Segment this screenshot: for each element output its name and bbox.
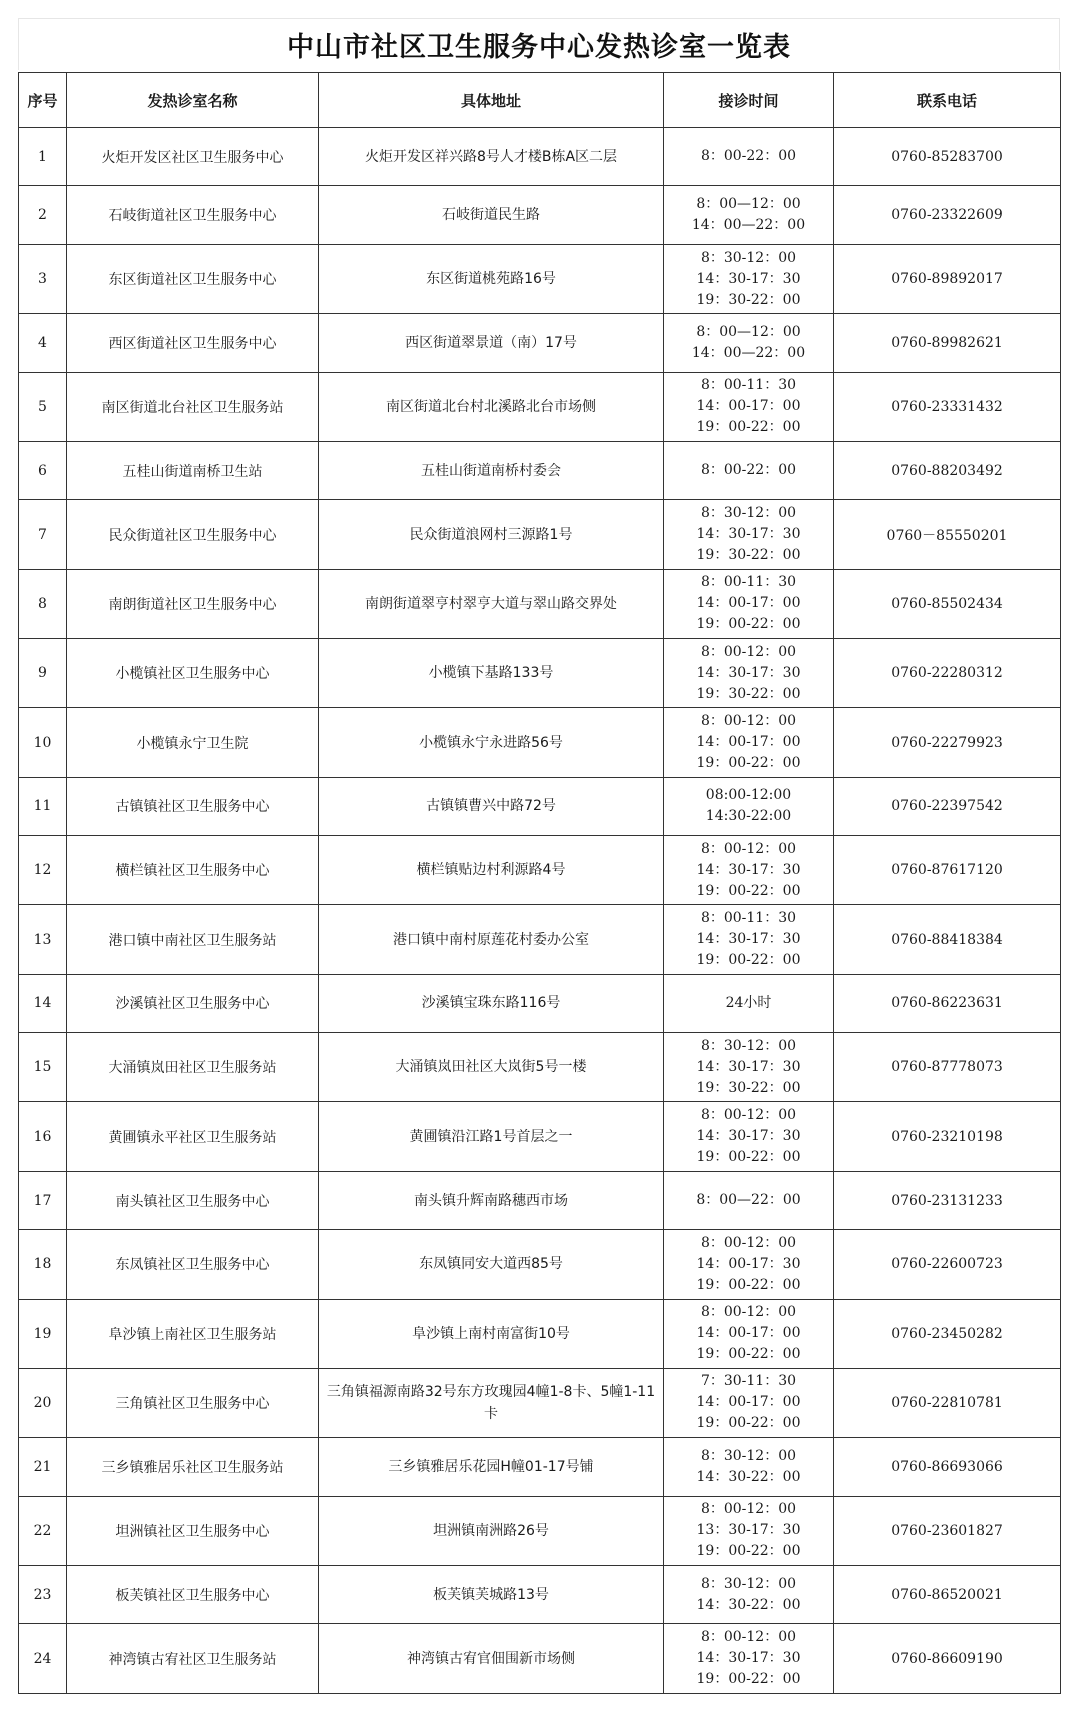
- hours-line: 19：00-22：00: [696, 882, 801, 899]
- clinic-hours: [664, 777, 834, 835]
- clinic-phone: 0760-22280312: [834, 639, 1061, 708]
- clinic-phone: 0760-87778073: [834, 1033, 1061, 1102]
- clinic-name: 石岐街道社区卫生服务中心: [67, 186, 319, 244]
- row-index: 13: [19, 905, 67, 974]
- table-row: [19, 186, 1061, 244]
- table-row: [19, 836, 1061, 905]
- clinic-hours: [664, 500, 834, 569]
- hours-line: 19：00-22：00: [696, 419, 801, 436]
- header-index: 序号: [19, 73, 67, 128]
- row-index: 14: [19, 974, 67, 1032]
- clinic-address: 阜沙镇上南村南富街10号: [319, 1299, 664, 1368]
- hours-line: 8：00-22：00: [700, 148, 797, 165]
- page-title: 中山市社区卫生服务中心发热诊室一览表: [18, 18, 1060, 70]
- clinic-phone: 0760-85502434: [834, 569, 1061, 638]
- clinic-name: 大涌镇岚田社区卫生服务站: [67, 1033, 319, 1102]
- clinic-hours: [664, 1102, 834, 1171]
- table-row: [19, 639, 1061, 708]
- row-index: 6: [19, 442, 67, 500]
- table-row: [19, 1496, 1061, 1565]
- row-index: 5: [19, 372, 67, 441]
- clinic-phone: 0760-23322609: [834, 186, 1061, 244]
- clinic-name: 神湾镇古宥社区卫生服务站: [67, 1624, 319, 1694]
- clinic-name: 南区街道北台社区卫生服务站: [67, 372, 319, 441]
- table-row: [19, 442, 1061, 500]
- clinic-phone: 0760-89982621: [834, 314, 1061, 372]
- clinic-hours: [664, 244, 834, 313]
- hours-line: 19：00-22：00: [696, 1276, 801, 1293]
- row-index: 21: [19, 1438, 67, 1496]
- hours-line: 14：00-17：30: [696, 1255, 801, 1272]
- clinic-name: 西区街道社区卫生服务中心: [67, 314, 319, 372]
- table-row: [19, 708, 1061, 777]
- hours-line: 19：00-22：00: [696, 1415, 801, 1432]
- table-row: [19, 314, 1061, 372]
- clinic-address: 南区街道北台村北溪路北台市场侧: [319, 372, 664, 441]
- row-index: 18: [19, 1230, 67, 1299]
- hours-line: 8：00-12：00: [700, 1107, 797, 1124]
- hours-line: 14：30-17：30: [696, 861, 801, 878]
- clinic-address: 神湾镇古宥官佃围新市场侧: [319, 1624, 664, 1694]
- clinic-phone: 0760-85283700: [834, 128, 1061, 186]
- hours-line: 14：30-17：30: [696, 270, 801, 287]
- clinic-phone: 0760-86693066: [834, 1438, 1061, 1496]
- hours-line: 8：30-12：00: [700, 249, 797, 266]
- hours-line: 8：00—12：00: [696, 323, 801, 340]
- table-row: [19, 500, 1061, 569]
- clinic-name: 三角镇社区卫生服务中心: [67, 1368, 319, 1437]
- clinic-hours: [664, 1624, 834, 1694]
- clinic-address: 五桂山街道南桥村委会: [319, 442, 664, 500]
- clinic-name: 沙溪镇社区卫生服务中心: [67, 974, 319, 1032]
- hours-line: 8：00-11：30: [700, 377, 797, 394]
- clinic-address: 黄圃镇沿江路1号首层之一: [319, 1102, 664, 1171]
- clinic-phone: 0760-23331432: [834, 372, 1061, 441]
- clinic-address: 南朗街道翠亨村翠亨大道与翠山路交界处: [319, 569, 664, 638]
- row-index: 17: [19, 1171, 67, 1229]
- hours-line: 8：00-11：30: [700, 574, 797, 591]
- clinic-hours: [664, 905, 834, 974]
- hours-line: 14：30-17：30: [696, 1128, 801, 1145]
- hours-line: 14：00-17：00: [696, 398, 801, 415]
- clinic-hours: [664, 974, 834, 1032]
- clinic-phone: 0760-22279923: [834, 708, 1061, 777]
- clinic-hours: [664, 639, 834, 708]
- clinic-name: 民众街道社区卫生服务中心: [67, 500, 319, 569]
- clinic-name: 坦洲镇社区卫生服务中心: [67, 1496, 319, 1565]
- clinic-phone: 0760－85550201: [834, 500, 1061, 569]
- hours-line: 8：30-12：00: [700, 1037, 797, 1054]
- clinic-hours: [664, 836, 834, 905]
- clinic-address: 东区街道桃苑路16号: [319, 244, 664, 313]
- table-row: [19, 974, 1061, 1032]
- clinic-address: 三乡镇雅居乐花园H幢01-17号铺: [319, 1438, 664, 1496]
- row-index: 12: [19, 836, 67, 905]
- table-row: [19, 569, 1061, 638]
- row-index: 20: [19, 1368, 67, 1437]
- clinic-address: 横栏镇贴边村利源路4号: [319, 836, 664, 905]
- row-index: 10: [19, 708, 67, 777]
- hours-line: 14：00—22：00: [691, 344, 806, 361]
- row-index: 1: [19, 128, 67, 186]
- clinic-phone: 0760-88203492: [834, 442, 1061, 500]
- header-address: 具体地址: [319, 73, 664, 128]
- clinic-address: 古镇镇曹兴中路72号: [319, 777, 664, 835]
- clinic-phone: 0760-22810781: [834, 1368, 1061, 1437]
- clinic-hours: [664, 1230, 834, 1299]
- table-row: [19, 1230, 1061, 1299]
- row-index: 15: [19, 1033, 67, 1102]
- clinic-hours: [664, 372, 834, 441]
- row-index: 3: [19, 244, 67, 313]
- hours-line: 14：30-17：30: [696, 1650, 801, 1667]
- table-row: [19, 777, 1061, 835]
- hours-line: 19：30-22：00: [696, 685, 801, 702]
- table-row: [19, 372, 1061, 441]
- clinic-hours: [664, 569, 834, 638]
- hours-line: 8：00-12：00: [700, 1501, 797, 1518]
- hours-line: 8：00-22：00: [700, 462, 797, 479]
- hours-line: 13：30-17：30: [696, 1522, 801, 1539]
- hours-line: 8：30-12：00: [700, 505, 797, 522]
- table-header-row: [19, 73, 1061, 128]
- hours-line: 14：30-17：30: [696, 664, 801, 681]
- clinic-address: 小榄镇下基路133号: [319, 639, 664, 708]
- clinic-name: 横栏镇社区卫生服务中心: [67, 836, 319, 905]
- table-row: [19, 1368, 1061, 1437]
- hours-line: 19：00-22：00: [696, 755, 801, 771]
- clinic-address: 三角镇福源南路32号东方玫瑰园4幢1-8卡、5幢1-11卡: [319, 1368, 664, 1437]
- hours-line: 08:00-12:00: [705, 787, 792, 804]
- table-row: [19, 1102, 1061, 1171]
- hours-line: 8：00-12：00: [700, 1234, 797, 1251]
- clinic-hours: [664, 1299, 834, 1368]
- clinic-address: 民众街道浪网村三源路1号: [319, 500, 664, 569]
- hours-line: 14：00-17：00: [696, 1394, 801, 1411]
- clinic-name: 五桂山街道南桥卫生站: [67, 442, 319, 500]
- hours-line: 14：30-22：00: [696, 1468, 801, 1485]
- clinic-phone: 0760-23131233: [834, 1171, 1061, 1229]
- hours-line: 14：30-22：00: [696, 1596, 801, 1613]
- hours-line: 8：00-12：00: [700, 643, 797, 660]
- clinic-name: 黄圃镇永平社区卫生服务站: [67, 1102, 319, 1171]
- hours-line: 19：00-22：00: [696, 1346, 801, 1363]
- hours-line: 8：30-12：00: [700, 1575, 797, 1592]
- clinic-phone: 0760-89892017: [834, 244, 1061, 313]
- clinic-name: 火炬开发区社区卫生服务中心: [67, 128, 319, 186]
- clinic-phone: 0760-86520021: [834, 1565, 1061, 1623]
- clinic-hours: [664, 1171, 834, 1229]
- clinic-hours: [664, 1438, 834, 1496]
- table-row: [19, 905, 1061, 974]
- hours-line: 14：00-17：00: [696, 595, 801, 612]
- clinic-phone: 0760-23210198: [834, 1102, 1061, 1171]
- header-hours: 接诊时间: [664, 73, 834, 128]
- clinic-name: 港口镇中南社区卫生服务站: [67, 905, 319, 974]
- row-index: 22: [19, 1496, 67, 1565]
- row-index: 4: [19, 314, 67, 372]
- hours-line: 8：00-11：30: [700, 910, 797, 927]
- row-index: 8: [19, 569, 67, 638]
- header-phone: 联系电话: [834, 73, 1061, 128]
- clinic-address: 大涌镇岚田社区大岚街5号一楼: [319, 1033, 664, 1102]
- table-row: [19, 1171, 1061, 1229]
- clinic-address: 板芙镇芙城路13号: [319, 1565, 664, 1623]
- row-index: 23: [19, 1565, 67, 1623]
- header-clinic-name: 发热诊室名称: [67, 73, 319, 128]
- clinic-name: 三乡镇雅居乐社区卫生服务站: [67, 1438, 319, 1496]
- clinic-hours: [664, 708, 834, 777]
- hours-line: 14:30-22:00: [705, 808, 792, 825]
- hours-line: 8：30-12：00: [700, 1447, 797, 1464]
- clinic-name: 古镇镇社区卫生服务中心: [67, 777, 319, 835]
- clinic-name: 板芙镇社区卫生服务中心: [67, 1565, 319, 1623]
- row-index: 19: [19, 1299, 67, 1368]
- clinic-hours: [664, 1496, 834, 1565]
- clinic-address: 坦洲镇南洲路26号: [319, 1496, 664, 1565]
- table-row: [19, 1299, 1061, 1368]
- table-row: [19, 1438, 1061, 1496]
- clinic-phone: 0760-88418384: [834, 905, 1061, 974]
- hours-line: 19：30-22：00: [696, 547, 801, 564]
- table-row: [19, 244, 1061, 313]
- row-index: 11: [19, 777, 67, 835]
- clinic-name: 东区街道社区卫生服务中心: [67, 244, 319, 313]
- clinic-address: 南头镇升辉南路穗西市场: [319, 1171, 664, 1229]
- clinic-address: 港口镇中南村原莲花村委办公室: [319, 905, 664, 974]
- clinic-phone: 0760-23450282: [834, 1299, 1061, 1368]
- row-index: 24: [19, 1624, 67, 1694]
- row-index: 9: [19, 639, 67, 708]
- clinic-hours: [664, 186, 834, 244]
- hours-line: 8：00—12：00: [696, 196, 801, 213]
- clinic-hours: [664, 314, 834, 372]
- hours-line: 19：00-22：00: [696, 952, 801, 969]
- hours-line: 8：00-12：00: [700, 1629, 797, 1646]
- hours-line: 14：00-17：00: [696, 1325, 801, 1342]
- hours-line: 19：00-22：00: [696, 1671, 801, 1688]
- clinic-name: 东凤镇社区卫生服务中心: [67, 1230, 319, 1299]
- clinic-phone: 0760-22600723: [834, 1230, 1061, 1299]
- clinic-phone: 0760-86223631: [834, 974, 1061, 1032]
- clinic-phone: 0760-22397542: [834, 777, 1061, 835]
- hours-line: 8：00-12：00: [700, 840, 797, 857]
- clinic-hours: [664, 1368, 834, 1437]
- clinic-phone: 0760-87617120: [834, 836, 1061, 905]
- clinic-address: 西区街道翠景道（南）17号: [319, 314, 664, 372]
- table-row: [19, 1033, 1061, 1102]
- clinic-name: 小榄镇社区卫生服务中心: [67, 639, 319, 708]
- row-index: 2: [19, 186, 67, 244]
- clinic-name: 阜沙镇上南社区卫生服务站: [67, 1299, 319, 1368]
- table-row: [19, 1624, 1061, 1694]
- hours-line: 14：30-17：30: [696, 931, 801, 948]
- clinic-hours: [664, 442, 834, 500]
- clinic-hours: [664, 128, 834, 186]
- clinic-address: 石岐街道民生路: [319, 186, 664, 244]
- hours-line: 19：00-22：00: [696, 1149, 801, 1166]
- table-body: [19, 128, 1061, 1694]
- hours-line: 7：30-11：30: [700, 1373, 797, 1390]
- hours-line: 8：00—22：00: [696, 1192, 801, 1209]
- row-index: 7: [19, 500, 67, 569]
- hours-line: 19：00-22：00: [696, 1543, 801, 1560]
- clinic-address: 东凤镇同安大道西85号: [319, 1230, 664, 1299]
- clinic-name: 南朗街道社区卫生服务中心: [67, 569, 319, 638]
- hours-line: 19：00-22：00: [696, 616, 801, 633]
- hours-line: 19：30-22：00: [696, 291, 801, 308]
- hours-line: 14：00—22：00: [691, 217, 806, 234]
- hours-line: 19：30-22：00: [696, 1079, 801, 1096]
- hours-line: 8：00-12：00: [700, 713, 797, 729]
- clinic-name: 南头镇社区卫生服务中心: [67, 1171, 319, 1229]
- row-index: 16: [19, 1102, 67, 1171]
- clinic-phone: 0760-86609190: [834, 1624, 1061, 1694]
- hours-line: 14：00-17：00: [696, 734, 801, 750]
- clinic-phone: 0760-23601827: [834, 1496, 1061, 1565]
- clinic-address: 沙溪镇宝珠东路116号: [319, 974, 664, 1032]
- table-row: [19, 1565, 1061, 1623]
- clinic-hours: [664, 1033, 834, 1102]
- clinic-table: [18, 72, 1061, 1694]
- clinic-address: 火炬开发区祥兴路8号人才楼B栋A区二层: [319, 128, 664, 186]
- hours-line: 14：30-17：30: [696, 1058, 801, 1075]
- clinic-hours: [664, 1565, 834, 1623]
- hours-line: 14：30-17：30: [696, 526, 801, 543]
- hours-line: 8：00-12：00: [700, 1304, 797, 1321]
- clinic-address: 小榄镇永宁永进路56号: [319, 708, 664, 777]
- table-row: [19, 128, 1061, 186]
- hours-line: 24小时: [725, 994, 772, 1011]
- clinic-name: 小榄镇永宁卫生院: [67, 708, 319, 777]
